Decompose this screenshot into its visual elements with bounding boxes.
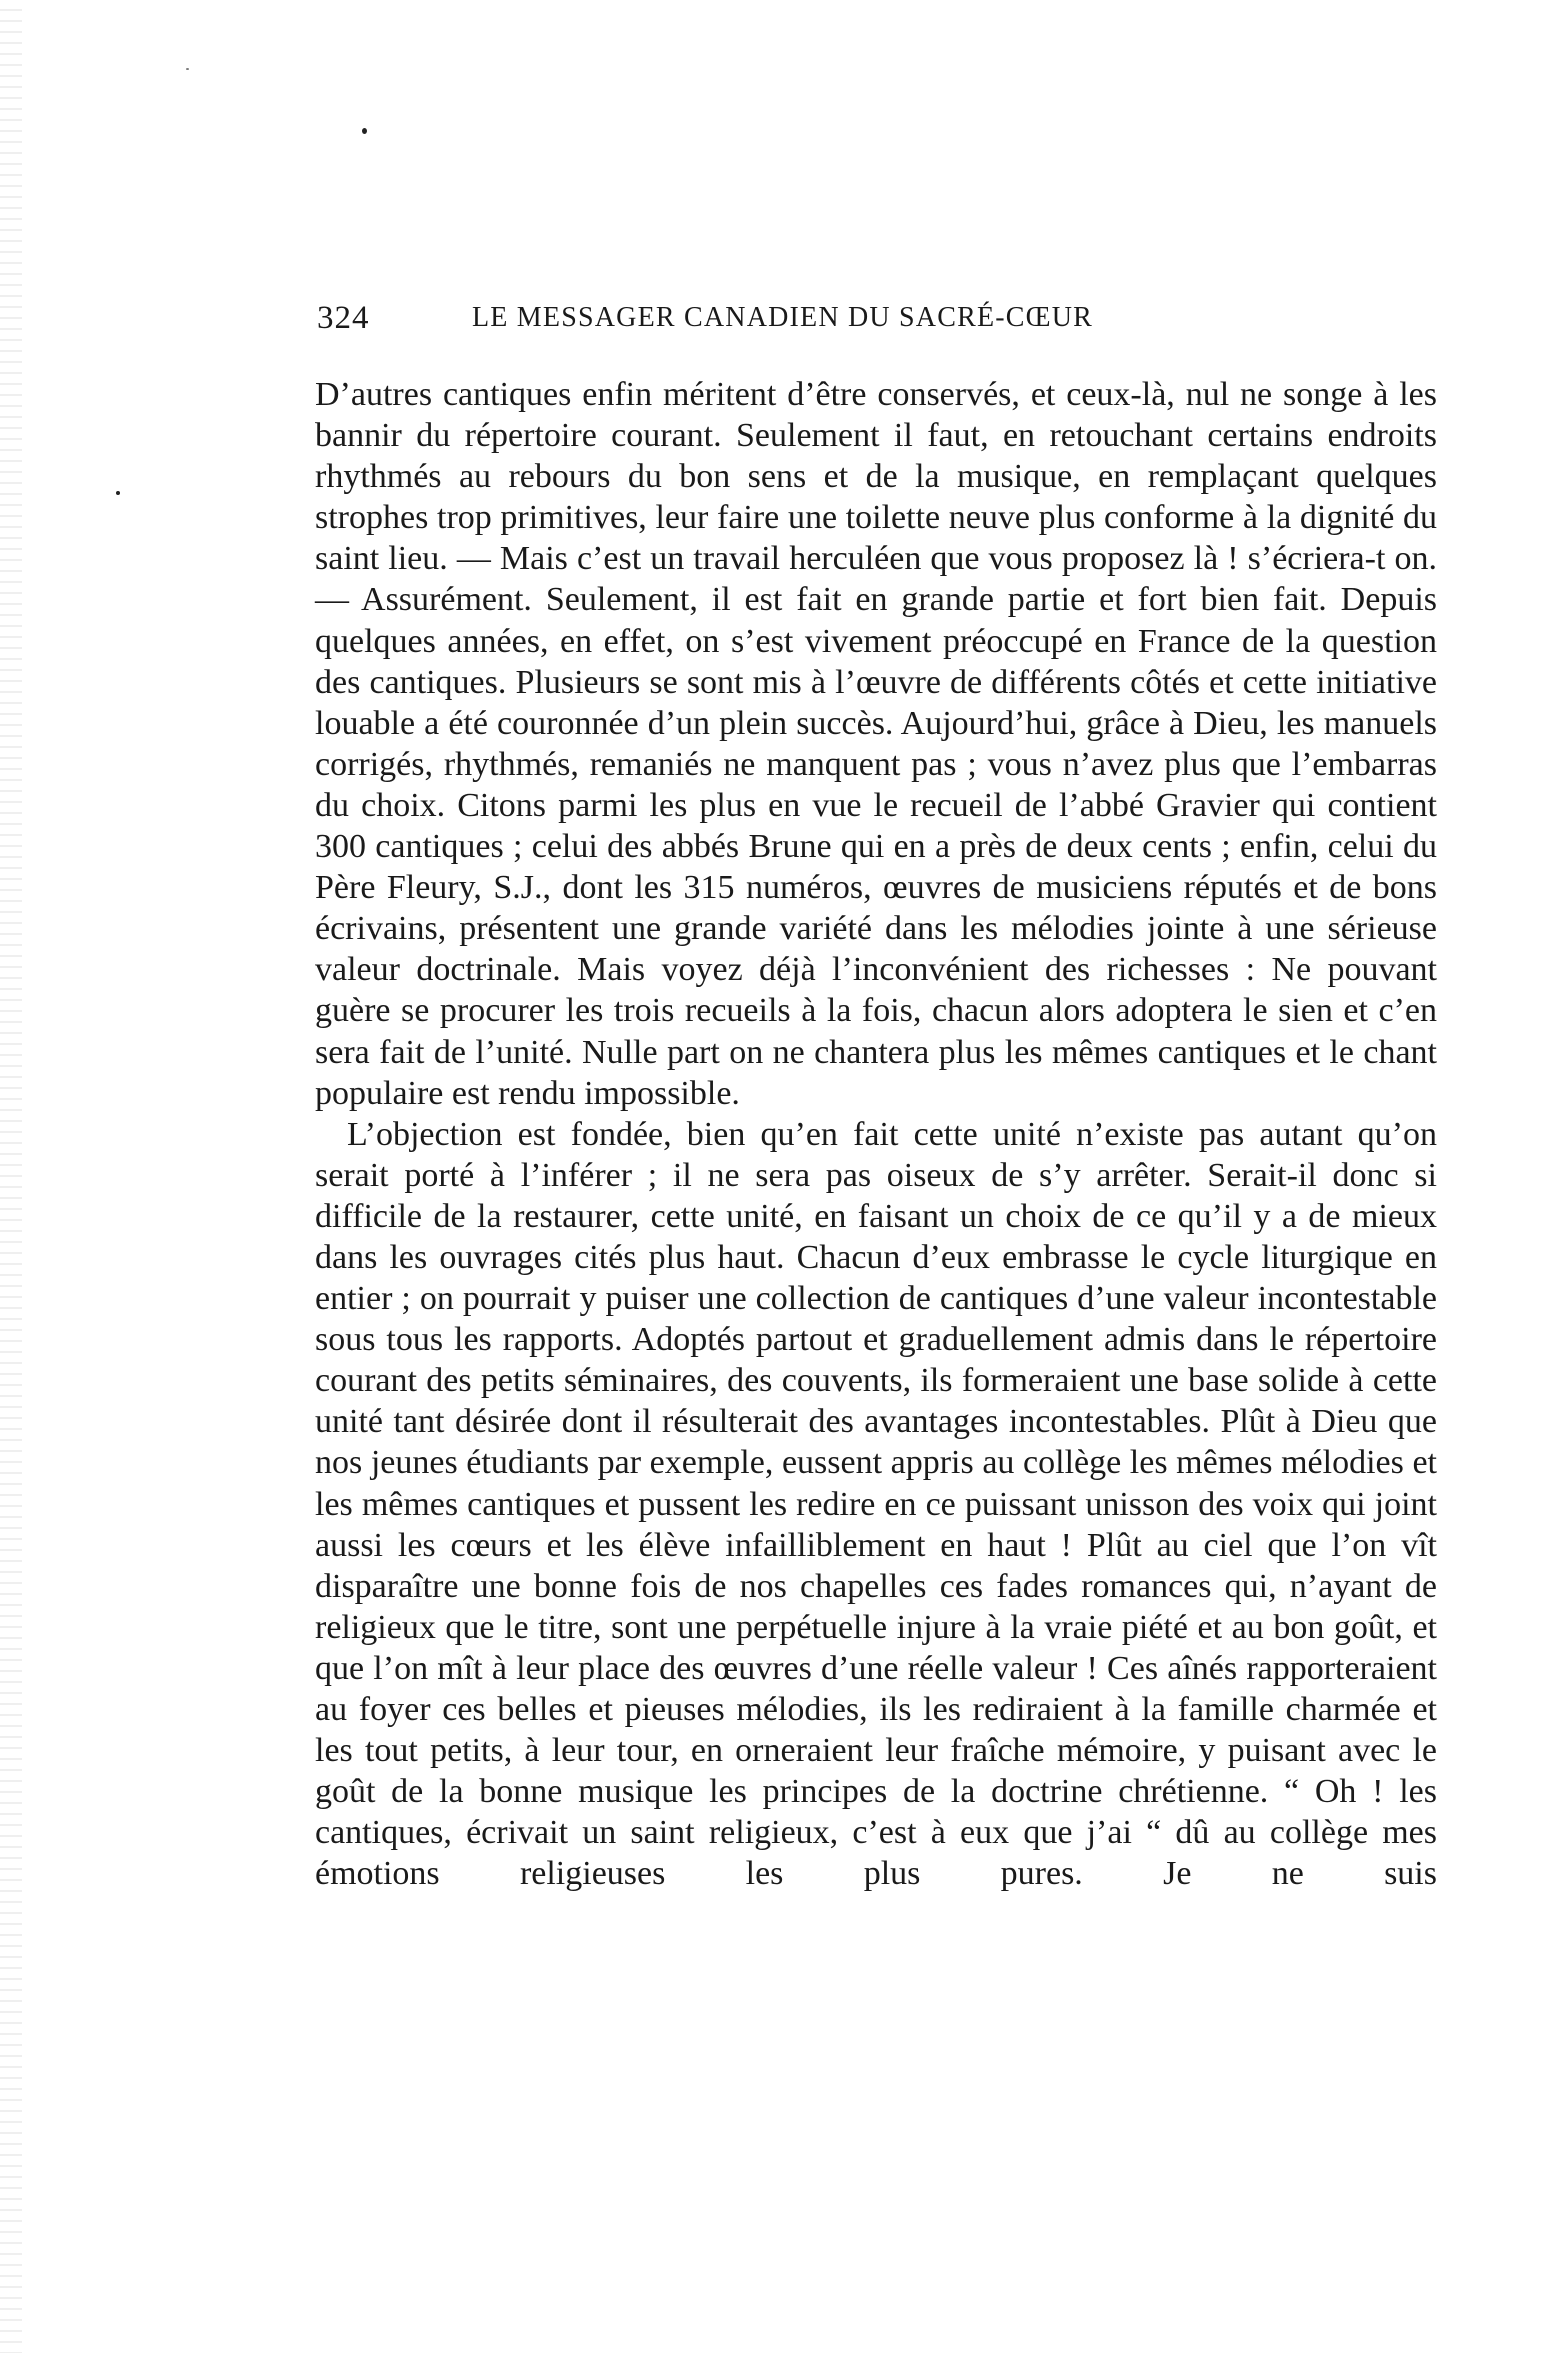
running-header [317, 300, 1317, 344]
paragraph: D’autres cantiques enfin méritent d’être conservés, et ceux-là, nul ne songe à les bannir du répertoire courant. Seulement il faut, en retouchant certains endroits rhythmés au rebours du bon sens et de la musique, en remplaçant quelques strophes trop primitives, leur faire une toilette neuve plus conforme à la dignité du saint lieu. — Mais c’est un travail herculéen que vous proposez là ! s’écriera-t on. — Assurément. Seulement, il est fait en grande partie et fort bien fait. Depuis quelques années, en effet, on s’est vivement préoccupé en France de la question des cantiques. Plusieurs se sont mis à l’œuvre de différents côtés et cette initiative louable a été couronnée d’un plein succès. Aujourd’hui, grâce à Dieu, les manuels corrigés, rhythmés, remaniés ne manquent pas ; vous n’avez plus que l’embarras du choix. Citons parmi les plus en vue le recueil de l’abbé Gravier qui contient 300 cantiques ; celui des abbés Brune qui en a près de deux cents ; enfin, celui du Père Fleury, S.J., dont les 315 numéros, œuvres de musiciens réputés et de bons écrivains, présentent une grande variété dans les mélodies jointe à une sérieuse valeur doctrinale. Mais voyez déjà l’inconvénient des richesses : Ne pouvant guère se procurer les trois recueils à la fois, chacun alors adoptera le sien et c’en sera fait de l’unité. Nulle part on ne chantera plus les mêmes cantiques et le chant populaire est rendu impossible. [315, 376, 1437, 1112]
paragraph: L’objection est fondée, bien qu’en fait cette unité n’existe pas autant qu’on serait porté à l’inférer ; il ne sera pas oiseux de s’y arrêter. Serait-il donc si difficile de la restaurer, cette unité, en faisant un choix de ce qu’il y a de mieux dans les ouvrages cités plus haut. Chacun d’eux embrasse le cycle liturgique en entier ; on pourrait y puiser une collection de cantiques d’une valeur incontestable sous tous les rapports. Adoptés partout et graduellement admis dans le répertoire courant des petits séminaires, des couvents, ils formeraient une base solide à cette unité tant désirée dont il résulterait des avantages incontestables. Plût à Dieu que nos jeunes étudiants par exemple, eussent appris au collège les mêmes mélodies et les mêmes cantiques et pussent les redire en ce puissant unisson des voix qui joint aussi les cœurs et les élève infailliblement en haut ! Plût au ciel que l’on vît disparaître une bonne fois de nos chapelles ces fades romances qui, n’ayant de religieux que le titre, sont une perpétuelle injure à la vraie piété et au bon goût, et que l’on mît à leur place des œuvres d’une réelle valeur ! Ces aînés rapporteraient au foyer ces belles et pieuses mélodies, ils les rediraient à la famille charmée et les tout petits, à leur tour, en orneraient leur fraîche mémoire, y puisant avec le goût de la bonne musique les principes de la doctrine chrétienne. “ Oh ! les cantiques, écrivait un saint religieux, c’est à eux que j’ai “ dû au collège mes émotions religieuses les plus pures. Je ne suis [315, 1115, 1437, 1893]
body-text [315, 374, 1437, 1894]
ink-speck [116, 491, 120, 495]
page-number: 324 [317, 300, 370, 336]
running-title: LE MESSAGER CANADIEN DU SACRÉ-CŒUR [472, 302, 1094, 333]
scan-edge-marks [0, 0, 22, 2353]
ink-speck [186, 68, 189, 70]
ink-speck [362, 128, 367, 134]
